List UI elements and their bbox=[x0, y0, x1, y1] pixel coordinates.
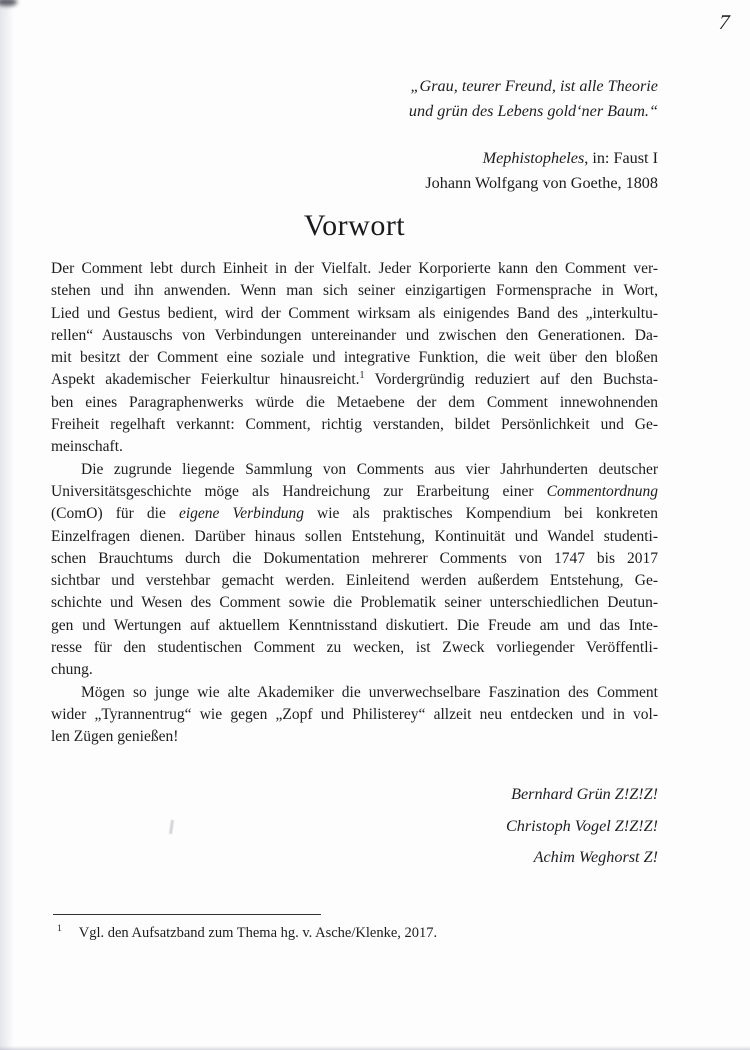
paragraph-2-line bbox=[51, 570, 658, 592]
text-segment: Johann Wolfgang von Goethe, 1808 bbox=[425, 173, 658, 192]
paragraph-3-line bbox=[51, 682, 658, 704]
paragraph-1-line bbox=[51, 325, 658, 347]
paragraph-1-line bbox=[51, 280, 658, 302]
paragraph-1-line bbox=[51, 436, 658, 458]
text-segment: gen und Wertungen auf aktuellem Kenntnisstand diskutiert. Die Freude am und das Inte- bbox=[51, 616, 658, 634]
footnote-block bbox=[51, 914, 658, 942]
text-segment: Freiheit regelhaft verkannt: Comment, richtig verstanden, bildet Persönlichkeit und Ge- bbox=[51, 416, 658, 434]
footnote-text: Vgl. den Aufsatzband zum Thema hg. v. Asche/Klenke, 2017. bbox=[78, 925, 438, 941]
paragraph-2-line bbox=[51, 459, 658, 481]
text-segment: wider „Tyrannentrug“ wie gegen „Zopf und Philisterey“ allzeit neu entdecken und in vol- bbox=[51, 705, 658, 723]
text-segment: Vordergründig reduziert auf den Buchsta- bbox=[364, 371, 658, 389]
paragraph-2-line bbox=[51, 615, 658, 637]
paragraph-2-line bbox=[51, 526, 658, 548]
text-segment: Universitätsgeschichte möge als Handreichung zur Erarbeitung einer bbox=[51, 482, 547, 500]
text-segment: chung. bbox=[51, 661, 93, 679]
page-title: Vorwort bbox=[303, 209, 406, 242]
paragraph-2-line bbox=[51, 548, 658, 570]
paragraph-1-line bbox=[51, 414, 658, 436]
italic-text: eigene Verbindung bbox=[178, 505, 304, 523]
text-segment: , in: Faust I bbox=[584, 149, 658, 167]
text-segment: (ComO) für die bbox=[51, 505, 179, 523]
text-segment: mit besitzt der Comment eine soziale und integrative Funktion, die weit über den bloßen bbox=[51, 349, 658, 367]
epigraph-line: und grün des Lebens gold‘ner Baum.“ bbox=[408, 102, 658, 120]
scan-corner-artifact bbox=[0, 0, 17, 6]
text-segment: Der Comment lebt durch Einheit in der Vielfalt. Jeder Korporierte kann den Comment ver- bbox=[51, 260, 658, 277]
text-segment: meinschaft. bbox=[51, 438, 123, 456]
attribution-line bbox=[51, 146, 658, 171]
text-segment: Aspekt akademischer Feierkultur hinausreicht. bbox=[51, 371, 360, 389]
text-segment: schen Brauchtums durch die Dokumentation mehrerer Comments von 1747 bis 2017 bbox=[51, 549, 658, 567]
footnote-marker: 1 bbox=[57, 924, 62, 935]
page-number: 7 bbox=[717, 10, 730, 34]
attribution-line bbox=[51, 171, 658, 196]
text-segment: rellen“ Austauschs von Verbindungen untereinander und zwischen den Generationen. Da- bbox=[51, 326, 658, 344]
paragraph-2-line bbox=[51, 592, 658, 614]
paragraph-3-line bbox=[51, 726, 658, 748]
signature-block bbox=[51, 779, 658, 874]
text-segment: sichtbar und verstehbar gemacht werden. Einleitend werden außerdem Entstehung, Ge- bbox=[51, 572, 658, 590]
paragraph-3-line bbox=[51, 704, 658, 726]
text-segment: Die zugrunde liegende Sammlung von Comments aus vier Jahrhunderten deutscher bbox=[81, 460, 658, 478]
paragraph-1-line bbox=[51, 303, 658, 325]
signature-line: Christoph Vogel Z!Z!Z! bbox=[505, 816, 658, 835]
text-segment: ben eines Paragraphenwerks würde die Metaebene der dem Comment innewohnenden bbox=[51, 393, 658, 411]
footnote-separator-rule bbox=[53, 914, 321, 915]
text-segment: stehen und ihn anwenden. Wenn man sich seiner einzigartigen Formensprache in Wort, bbox=[51, 282, 658, 300]
text-segment: Einzelfragen dienen. Darüber hinaus sollen Entstehung, Kontinuität und Wandel studenti- bbox=[51, 527, 658, 545]
body-text bbox=[51, 258, 658, 749]
paragraph-1-line bbox=[51, 369, 658, 391]
text-segment: Mögen so junge wie alte Akademiker die unverwechselbare Faszination des Comment bbox=[81, 683, 658, 701]
paragraph-1-line bbox=[51, 347, 658, 369]
text-segment: resse für den studentischen Comment zu wecken, ist Zweck vorliegender Veröffentli- bbox=[51, 639, 658, 657]
text-segment: schichte und Wesen des Comment sowie die Problematik seiner unterschiedlichen Deutun- bbox=[51, 594, 658, 612]
footnote-reference: 1 bbox=[359, 370, 365, 382]
epigraph-quote bbox=[51, 74, 658, 124]
italic-text: Mephistopheles bbox=[482, 149, 585, 167]
text-segment: len Zügen genießen! bbox=[51, 728, 179, 746]
scan-left-edge-shadow bbox=[0, 0, 14, 1050]
epigraph-line: „Grau, teurer Freund, ist alle Theorie bbox=[410, 77, 658, 95]
text-segment: wie als praktisches Kompendium bei konkreten bbox=[303, 505, 659, 523]
paragraph-2-line bbox=[51, 637, 658, 659]
footnote bbox=[51, 925, 658, 942]
paragraph-2-line bbox=[51, 659, 658, 681]
paragraph-2-line bbox=[51, 481, 658, 503]
paragraph-1-line bbox=[51, 258, 658, 280]
italic-text: Commentordnung bbox=[546, 482, 658, 500]
signature-line: Achim Weghorst Z! bbox=[533, 848, 658, 866]
paragraph-2-line bbox=[51, 503, 658, 525]
text-segment: Lied und Gestus bedient, wird der Comment wirksam als einigendes Band des „interkultu- bbox=[51, 304, 658, 322]
paragraph-1-line bbox=[51, 392, 658, 414]
epigraph-attribution bbox=[51, 146, 658, 195]
signature-line: Bernhard Grün Z!Z!Z! bbox=[511, 785, 658, 803]
scan-bottom-edge-shadow bbox=[0, 1046, 750, 1050]
